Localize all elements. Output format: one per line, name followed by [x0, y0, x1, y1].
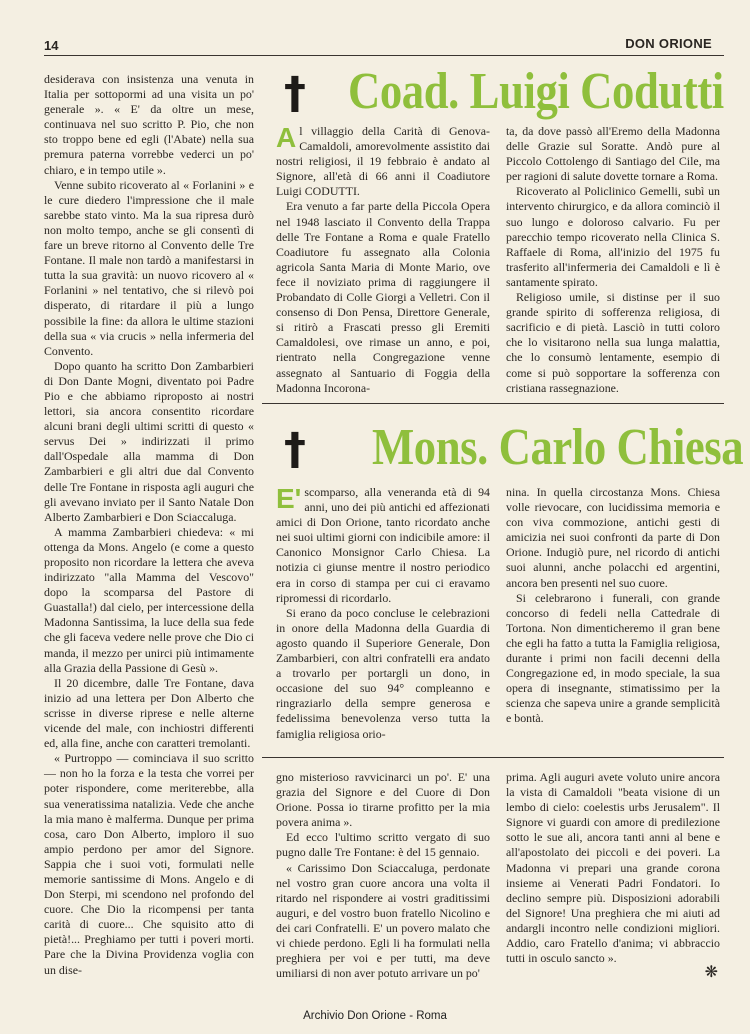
cross-icon: † [284, 424, 306, 475]
chiesa-column-1 [276, 485, 490, 742]
chiesa-paragraph: nina. In quella circostanza Mons. Chiesa volle rievocare, con lucidissima memoria e con viva commozione, antichi gesti di amicizia nei suoi confronti da parte di Don Orione. Indugiò pure, nel ricordo di antichi suoi alunni, anche polacchi ed argentini, ancora ben presenti nel suo cuore. [506, 485, 720, 590]
page-number: 14 [44, 38, 59, 53]
codutti-column-2 [506, 124, 720, 396]
end-mark-icon: ❋ [704, 964, 718, 981]
magazine-name: DON ORIONE [625, 36, 712, 51]
codutti-paragraph: Era venuto a far parte della Piccola Opera nel 1948 lasciato il Convento della Trappa delle Tre Fontane a Roma e quale Fratello Coadiutore fu assegnato alla Colonia agricola Santa Maria di Monte Mario, ove fece il noviziato prima di raggiungere il Probandato di Colle Giorgi a Velletri. Con il consenso di Don Pensa, Direttore Generale, si ritirò a Frascati presso gli Eremiti Camaldolesi, ove rimase un anno, e poi, rientrato nella Congregazione venne assegnato al Santuario di Foggia della Madonna Incorona- [276, 199, 490, 395]
letter-column-2 [506, 770, 720, 966]
left-paragraph: Dopo quanto ha scritto Don Zambarbieri di Don Dante Mogni, diventato poi Padre Pio e che abbiamo riproposto ai nostri lettori, sia ancora consentito ricordare alcuni brani degli ultimi scritti di questo « servus Dei » indirizzati il primo dall'Ospedale alla mamma di Don Zambarbieri e gli altri due dal Convento delle Tre Fontane in risposta agli auguri che gli avevano inviato per il Santo Natale Don Alberto Zambarbieri e Don Sciaccaluga. [44, 358, 254, 524]
letter-column-1 [276, 770, 490, 981]
codutti-paragraph: Ricoverato al Policlinico Gemelli, subì un intervento chirurgico, e da allora cominciò il suo lungo e doloroso calvario. Fu per parecchio tempo ricoverato nella Clinica S. Raffaele di Roma, all'inizio del 1975 fu trasferito all'infermeria dei Camaldoli e lì è santamente spirato. [506, 184, 720, 289]
chiesa-paragraph: E' scomparso, alla veneranda età di 94 anni, uno dei più antichi ed affezionati amici di Don Orione, tanto ricordato anche nei suoi ultimi giorni con indicibile amore: il Canonico Monsignor Carlo Chiesa. La notizia ci giunse mentre il nostro periodico era in corso di stampa per cui ci eravamo ripromessi di ricordarlo. [276, 483, 490, 605]
letter-paragraph: prima. Agli auguri avete voluto unire ancora la vista di Camaldoli "beata visione di un lembo di cielo: coelestis urbs Jerusalem". Il Signore vi guardi con amore di predilezione sotto le sue ali, ancora tanti anni al bene e all'apostolato dei piccoli e dei poveri. La Madonna vi prepari una grande corona insieme ai Venerati Padri Fondatori. Io declino sempre più. Disposizioni adorabili del Signore! Una preghiera che mi aiuti ad andargli incontro nelle condizioni migliori. Addio, caro Fratello d'anima; vi abbraccio tutti in osculo sancto ». [506, 770, 720, 966]
codutti-column-1 [276, 124, 490, 396]
codutti-paragraph: ta, da dove passò all'Eremo della Madonna delle Grazie sul Soratte. Andò pure al Piccolo Cottolengo di Santiago del Cile, ma per ragioni di salute dovette tornare a Roma. [506, 124, 720, 184]
codutti-paragraph: Al villaggio della Carità di Genova-Camaldoli, amorevolmente assistito dai nostri religiosi, il 19 febbraio è andato al Signore, all'età di 66 anni il Coadiutore Luigi CODUTTI. [276, 122, 490, 199]
letter-paragraph: Ed ecco l'ultimo scritto vergato di suo pugno dalle Tre Fontane: è del 15 gennaio. [276, 830, 490, 860]
codutti-dropcap: A [276, 122, 297, 153]
left-paragraph: A mamma Zambarbieri chiedeva: « mi ottenga da Mons. Angelo (e come a questo proposito non ricordare la lettera che aveva indirizzato "alla Mamma del Vescovo" dopo la scomparsa del Pastore di Guastalla!) dal cielo, per intercessione della Madonna Santissima, la luce della sua fede che gli faceva vedere nelle prove che Dio ci manda, il mezzo per unirci più intimamente alla Grazia della Passione di Gesù ». [44, 524, 254, 675]
chiesa-column-2 [506, 485, 720, 727]
archive-footer: Archivio Don Orione - Roma [303, 1010, 447, 1022]
chiesa-title: Mons. Carlo Chiesa [372, 419, 744, 476]
left-paragraph: Il 20 dicembre, dalle Tre Fontane, dava inizio ad una lettera per Don Alberto che scrisse in diverse riprese e nelle alterne vicende del male, con inchiostri differenti ed, alla fine, anche con caratteri tremolanti. [44, 675, 254, 751]
left-paragraph: desiderava con insistenza una venuta in Italia per sottopormi ad una visita un po' generale ». « E' da oltre un mese, continuava nel suo scritto P. Pio, che non sto troppo bene ed egli (l'Abate) nella sua premura paterna vorrebbe vederci un po' chiaro, e in tempo utile ». [44, 72, 254, 177]
codutti-title: Coad. Luigi Codutti [348, 63, 724, 120]
cross-icon: † [284, 68, 306, 119]
section-divider [262, 403, 724, 404]
letter-paragraph: gno misterioso ravvicinarci un po'. E' una grazia del Signore e del Cuore di Don Orione. Possa io tirarne profitto per la mia povera anima ». [276, 770, 490, 830]
chiesa-paragraph: Si celebrarono i funerali, con grande concorso di fedeli nella Cattedrale di Tortona. Non dimenticheremo il gran bene che egli ha fatto a tutta la Famiglia religiosa, durante i primi non facili decenni della Congregazione ed, in modo speciale, la sua opera di insegnante, stimatissimo per la scienza che sapeva unire a grande semplicità e bontà. [506, 590, 720, 726]
left-paragraph: Venne subito ricoverato al « Forlanini » e le cure diedero l'impressione che il male sarebbe stato vinto. Ma la sua ripresa durò non molto tempo, anche se gli consentì di fare un breve ritorno al Convento delle Tre Fontane. Il male non tardò a manifestarsi in tutta la sua gravità: un nuovo ricovero al « Forlanini » nel tentativo, che si rilevò poi disperato, di ritardare il più a lungo possibile la fine: da allora le ultime stazioni della sua « via crucis » nella infermeria del Convento. [44, 177, 254, 358]
left-column [44, 72, 254, 978]
section-divider [262, 757, 724, 758]
codutti-paragraph: Religioso umile, si distinse per il suo grande spirito di sofferenza religiosa, di sacrificio e di pietà. Lasciò in tutti coloro che lo visitarono nella sua lunga malattia, che lo consumò lentamente, esempio di come si può sopportare la sofferenza con cristiana rassegnazione. [506, 290, 720, 395]
header-rule [44, 55, 724, 56]
letter-paragraph: « Carissimo Don Sciaccaluga, perdonate nel vostro gran cuore ancora una volta il ritardo nel rispondere ai vostri graditissimi auguri, e del vostro buon fratello Nicolino e dei cari Confratelli. E' un povero malato che vi chiede perdono. Egli li ha formulati nella preghiera per voi e per tutti, ma deve umiliarsi di non aver potuto arrivare un po' [276, 860, 490, 981]
left-paragraph: « Purtroppo — cominciava il suo scritto — non ho la forza e la testa che vorrei per poter rispondere, come meriterebbe, alla sua veneratissima natalizia. Vede che anche la mia mano è malferma. Dunque per prima cosa, caro Don Alberto, imploro il suo ampio perdono per amor del Signore. Sappia che i suoi voti, formulati nelle memorie santissime di Mons. Angelo e di Don Sterpi, mi scendono nel profondo del cuore. Che Dio la ricompensi per tanta carità di cuore... Che squisito atto di pietà!... Preghiamo per tutti i poveri morti. Pare che la Divina Providenza voglia con un dise- [44, 751, 254, 977]
chiesa-dropcap: E' [276, 483, 302, 514]
chiesa-paragraph: Si erano da poco concluse le celebrazioni in onore della Madonna della Guardia di agosto quando il Superiore Generale, Don Zambarbieri, con altri confratelli era andato a trovarlo per portargli un dono, in occasione del suo 94° compleanno e ringraziarlo della sempre generosa e fedelissima benevolenza verso tutta la famiglia religiosa orio- [276, 605, 490, 741]
